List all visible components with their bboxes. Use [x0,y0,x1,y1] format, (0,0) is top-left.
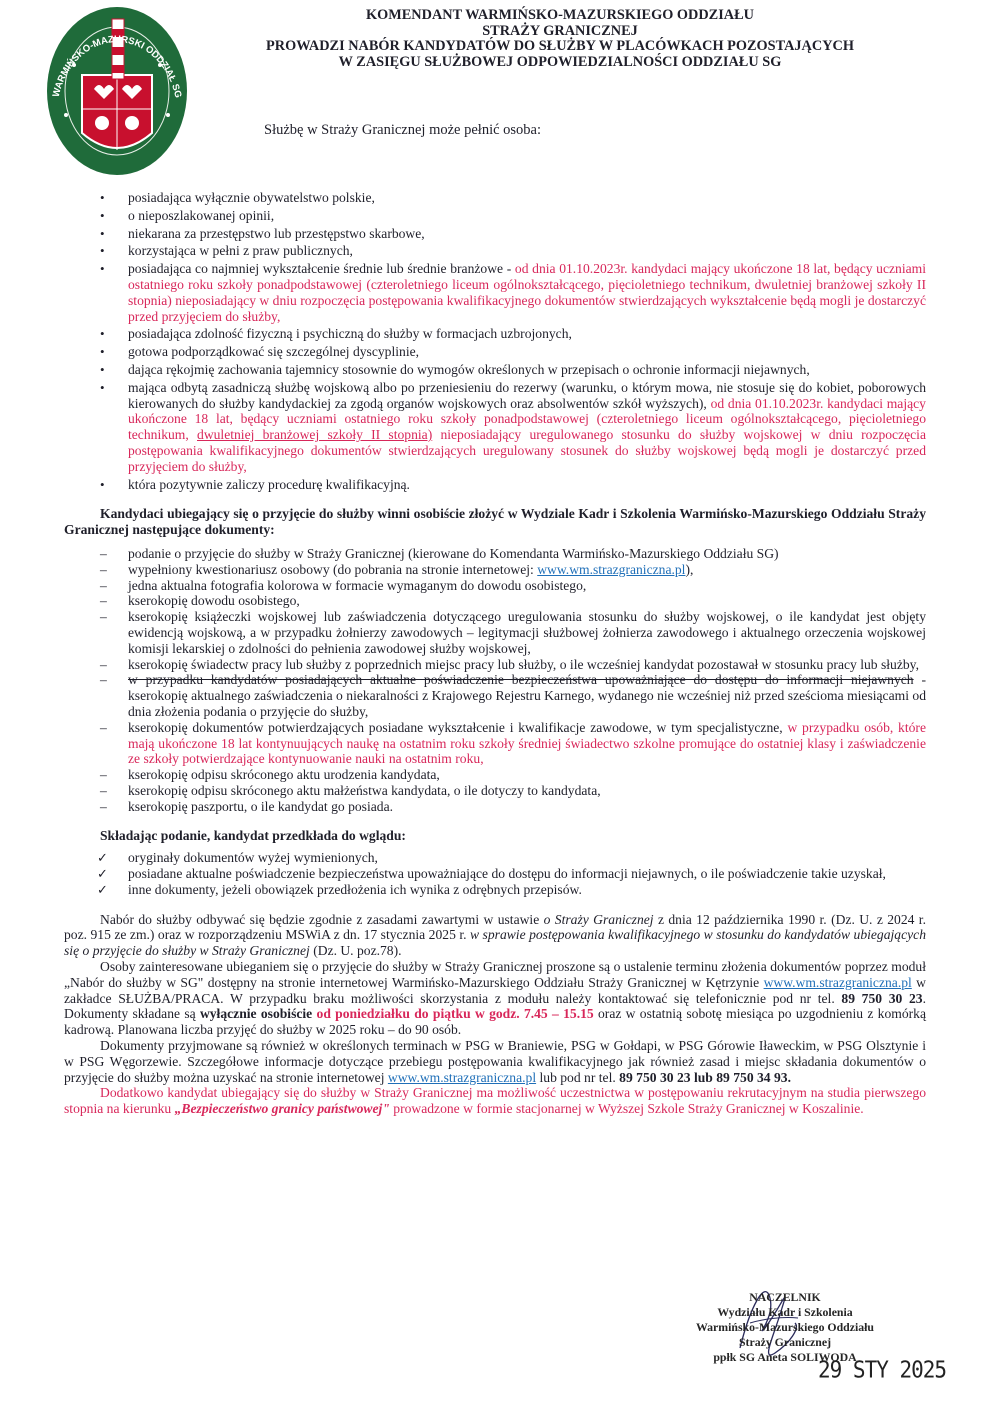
inspection-item: ✓ oryginały dokumentów wyżej wymienionych, [64,850,926,866]
document-note: w przypadku osób, które mają ukończone 18 lat kontynuujących naukę na ostatnim roku szkoły średniej świadectwo szkolne promujące do ostatniej klasy i zaświadczenie ze szkoły potwierdzające kontynuowanie nauki na ostatnim roku, [128,719,926,767]
signature-unit: Wydziału Kadr i Szkolenia [717,1305,853,1319]
paragraph-text: oraz w ostatnią sobotę miesiąca po uzgodnieniu z komórką kadrową. Planowana liczba przyjęć do służby w 2025 roku – do 90 osób. [64,1006,926,1038]
requirement-note: od dnia 01.10.2023r. kandydaci mający ukończone 18 lat, będący uczniami ostatniego roku szkoły ponadpodstawowej (czteroletniego liceum ogólnokształcącego, pięcioletniego technikum, dwuletniej branżowej szkoły II stopnia) nieposiadający w dniu rozpoczęcia postępowania kwalifikacyjnego dokumentów stwierdzających wykształcenie będą mogli je dostarczyć przed przyjęciem do służby, [128,261,926,324]
header-line-1: KOMENDANT WARMIŃSKO-MAZURSKIEGO ODDZIAŁU [366,7,754,23]
legal-basis-paragraph [64,912,926,959]
documents-list [64,546,926,815]
paragraph-text: Dokumenty przyjmowane są również w określonych terminach w PSG w Braniewie, PSG w Gołdapi, w PSG Górowie Iławeckim, w PSG Olsztynie i w PSG Węgorzewie. Szczegółowe informacje dotyczące przebiegu postępowania kwalifikacyjnego jak również zasad i miejsc składania dokumentów o przyjęcie do służby można uzyskać na stronie internetowej [64,1038,926,1085]
header-line-2: STRAŻY GRANICZNEJ [482,22,638,39]
paragraph-text: w zakładce SŁUŻBA/PRACA. W przypadku braku możliwości skorzystania z modułu należy kontaktować się telefonicznie pod nr tel. [64,974,926,1006]
studies-paragraph [64,1085,926,1117]
document-item: – kserokopię dowodu osobistego, [64,593,926,609]
header-line-3: PROWADZI NABÓR KANDYDATÓW DO SŁUŻBY W PLACÓWKACH POZOSTAJĄCYCH [266,38,854,54]
inspection-list [64,850,926,897]
requirement-text: posiadająca co najmniej wykształcenie średnie lub średnie branżowe - [128,261,515,277]
struck-text: w przypadku kandydatów posiadających aktualne poświadczenie bezpieczeństwa upoważniające do dostępu do informacji niejawnych [128,672,914,688]
paragraph-text: Nabór do służby odbywać się będzie zgodnie z zasadami zawartymi w ustawie [100,911,544,927]
paragraph-text: lub pod nr tel. [536,1069,620,1085]
requirements-list [64,190,926,492]
document-item: – kserokopię paszportu, o ile kandydat go posiada. [64,799,926,815]
requirement-text: mająca odbytą zasadniczą służbę wojskową albo po przeniesieniu do rezerwy (warunku, o którym mowa, nie stosuje się do kobiet, poborowych kierowanych do służby kandydackiej za zgodą organów wojskowych oraz absolwentów szkół wyższych), [128,379,926,411]
paragraph-text: z dnia 12 października 1990 r. (Dz. U. z 2024 r. poz. 915 ze zm.) oraz w rozporządzeniu MSWiA z dn. 17 stycznia 2025 r. [64,911,926,943]
document-item [64,720,926,767]
emblem-ring-text: WARMIŃSKO-MAZURSKI ODDZIAŁ SG [50,34,184,100]
signature-name: ppłk SG Aneta SOLIWODA [713,1350,857,1364]
document-item [64,672,926,719]
study-program: „Bezpieczeństwo granicy państwowej" [174,1101,390,1117]
document-body [64,190,926,1117]
act-title: o Straży Granicznej [543,911,654,927]
document-item [64,562,926,578]
signature-block [660,1290,910,1365]
requirement-item: • gotowa podporządkować się szczególnej dyscyplinie, [64,344,926,360]
emphasis-text: wyłącznie osobiście [199,1006,313,1022]
regulation-title: w sprawie postępowania kwalifikacyjnego w stosunku do kandydatów ubiegających się o przyjęcie do służby w Straży Granicznej [64,927,926,959]
requirement-item: • posiadająca wyłącznie obywatelstwo polskie, [64,190,926,206]
requirement-item: • dająca rękojmię zachowania tajemnicy stosownie do wymogów określonych w przepisach o ochronie informacji niejawnych, [64,362,926,378]
paragraph-text: Osoby zainteresowane ubieganiem się o przyjęcie do służby w Straży Granicznej proszone są o ustalenie terminu złożenia dokumentów poprzez moduł „Nabór do służby w SG" dostępny na stronie internetowej Warmińsko-Mazurskiego Oddziału Straży Granicznej w Kętrzynie [64,959,926,990]
phone-number: 89 750 30 23 [841,990,923,1006]
document-item: – jedna aktualna fotografia kolorowa w formacie wymaganym do dowodu osobistego, [64,578,926,594]
paragraph-text: prowadzone w formie stacjonarnej w Wyższej Szkole Straży Granicznej w Koszalinie. [389,1101,864,1117]
document-item: – kserokopię odpisu skróconego aktu małżeństwa kandydata, o ile dotyczy to kandydata, [64,783,926,799]
document-text: ), [685,561,694,577]
requirement-item: • niekarana za przestępstwo lub przestępstwo skarbowe, [64,226,926,242]
document-item: – kserokopię książeczki wojskowej lub zaświadczenia dotyczącego uregulowania stosunku do służby wojskowej, o ile kandydat jest objęty ewidencją wojskową, a w przypadku żołnierzy zawodowych – legitymacji służbowej żołnierza zawodowego i aktualnego orzeczenia wojskowej komisji lekarskiej o zdolności do pełnienia zawodowej służby wojskowej, [64,609,926,656]
date-stamp: 29 STY 2025 [818,1356,947,1384]
requirement-note: nieposiadający uregulowanego stosunku do służby wojskowej w dniu rozpoczęcia postępowania kwalifikacyjnego dokumentów stwierdzających uregulowany stosunek do służby wojskowej będą mogli je dostarczyć przed przyjęciem do służby, [128,427,926,474]
requirement-item: • korzystająca w pełni z praw publicznych, [64,243,926,259]
website-link[interactable]: www.wm.strazgraniczna.pl [387,1069,537,1085]
header-line-4: W ZASIĘGU SŁUŻBOWEJ ODPOWIEDZIALNOŚCI ODDZIAŁU SG [338,53,782,70]
inspection-item: ✓ posiadane aktualne poświadczenie bezpieczeństwa upoważniające do dostępu do informacji niejawnych, o ile poświadczenie takie uzyskał, [64,866,926,882]
application-paragraph [64,959,926,1038]
documents-heading: Kandydaci ubiegający się o przyjęcie do służby winni osobiście złożyć w Wydziale Kadr i Szkolenia Warmińsko-Mazurskiego Oddziału Straży Granicznej następujące dokumenty: [64,506,926,538]
requirement-note-underlined: dwuletniej branżowej szkoły II stopnia) [197,427,433,443]
requirement-item: • o nieposzlakowanej opinii, [64,208,926,224]
website-link[interactable]: www.wm.strazgraniczna.pl [537,561,686,577]
requirement-item [64,261,926,324]
signature-unit: Straży Granicznej [738,1335,832,1349]
paragraph-text: . Dokumenty składane są [64,990,926,1022]
document-item: – kserokopię odpisu skróconego aktu urodzenia kandydata, [64,767,926,783]
document-text: kserokopię dokumentów potwierdzających posiadane wykształcenie i kwalifikacje zawodowe, w tym specjalistyczne, [128,719,788,735]
inspection-item: ✓ inne dokumenty, jeżeli obowiązek przedłożenia ich wynika z odrębnych przepisów. [64,882,926,898]
website-link[interactable]: www.wm.strazgraniczna.pl [763,974,912,990]
requirement-item: • posiadająca zdolność fizyczną i psychiczną do służby w formacjach uzbrojonych, [64,326,926,342]
document-text: - kserokopię aktualnego zaświadczenia o niekaralności z Krajowego Rejestru Karnego, wydanego nie wcześniej niż przed sześcioma miesiącami od dnia złożenia podania o przyjęcie do służby, [128,672,926,719]
requirement-item [64,380,926,475]
signature-title: NACZELNIK [749,1290,821,1304]
paragraph-text: (Dz. U. poz.78). [309,943,402,959]
document-header [205,8,915,70]
locations-paragraph [64,1038,926,1085]
border-guard-emblem [44,5,190,179]
requirement-item: • która pozytywnie zaliczy procedurę kwalifikacyjną. [64,477,926,493]
phone-numbers: 89 750 30 23 lub 89 750 34 93. [619,1069,791,1085]
paragraph-text: Dodatkowo kandydat ubiegający się do służby w Straży Granicznej ma możliwość uczestnictwa w postępowaniu rekrutacyjnym na studia pierwszego stopnia na kierunku [64,1085,926,1117]
document-item: – kserokopię świadectw pracy lub służby z poprzednich miejsc pracy lub służby, o ile wcześniej kandydat pozostawał w stosunku pracy lub służby, [64,657,926,673]
office-hours: od poniedziałku do piątku w godz. 7.45 – 15.15 [316,1006,594,1022]
requirement-note: od dnia 01.10.2023r. kandydaci mający ukończone 18 lat, będący uczniami ostatniego roku szkoły ponadpodstawowej (czteroletniego liceum ogólnokształcącego, pięcioletniego technikum, [128,395,926,443]
signature-unit: Warmińsko-Mazurskiego Oddziału [696,1320,874,1334]
intro-text: Służbę w Straży Granicznej może pełnić osoba: [264,122,542,138]
document-item: – podanie o przyjęcie do służby w Straży Granicznej (kierowane do Komendanta Warmińsko-Mazurskiego Oddziału SG) [64,546,926,562]
document-text: wypełniony kwestionariusz osobowy (do pobrania na stronie internetowej: [128,561,538,577]
inspection-heading: Składając podanie, kandydat przedkłada do wglądu: [100,828,406,844]
